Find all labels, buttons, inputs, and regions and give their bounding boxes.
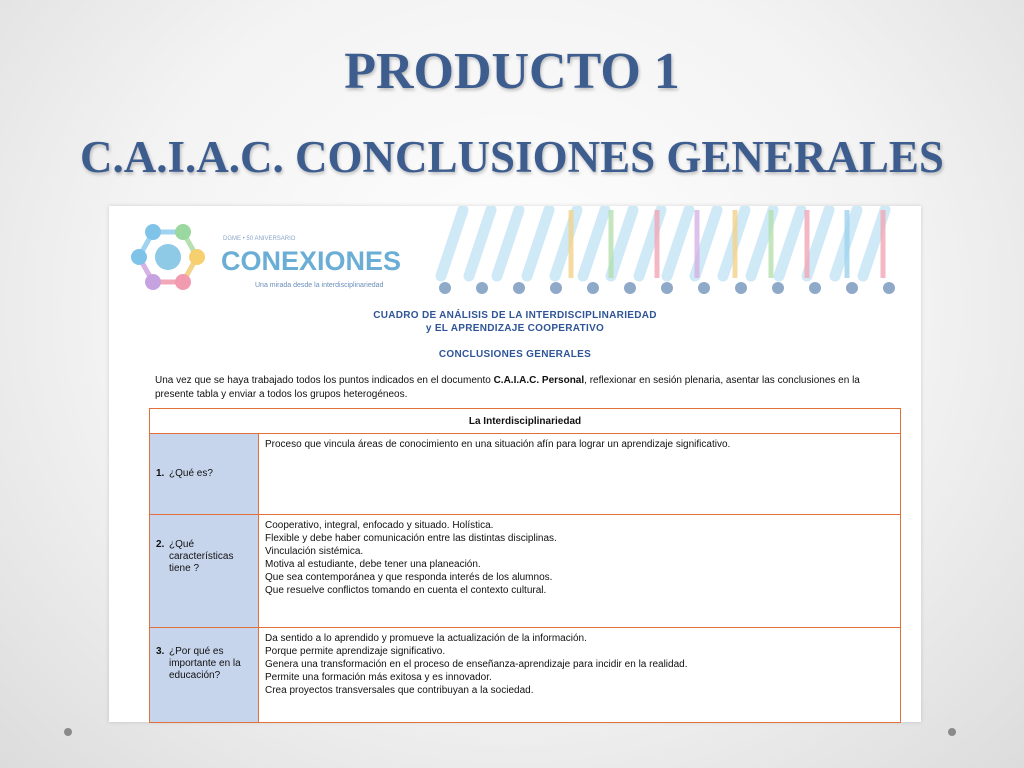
table-row [150, 434, 901, 515]
answer-line: Da sentido a lo aprendido y promueve la actualización de la información. [265, 633, 587, 644]
question-text: ¿Por qué es importante en la educación? [169, 646, 241, 681]
question-number: 3. [156, 646, 165, 657]
document-image [109, 206, 921, 722]
table-header-row [150, 409, 901, 434]
intro-text-end: , reflexionar en sesión plenaria, asentar las conclusiones en la presente tabla y enviar a todos los grupos heterogéneos. [155, 375, 860, 400]
logo-tagline: Una mirada desde la interdisciplinariedad [255, 282, 384, 289]
question-cell [150, 434, 259, 515]
answer-line: Permite una formación más exitosa y es innovador. [265, 672, 492, 683]
decorative-stripes [435, 206, 905, 302]
slide-corner-dot [948, 728, 956, 736]
document-header-line1: CUADRO DE ANÁLISIS DE LA INTERDISCIPLINARIEDAD [373, 310, 657, 321]
answer-line: Vinculación sistémica. [265, 546, 364, 557]
answer-line: Porque permite aprendizaje significativo. [265, 646, 446, 657]
logo-tagline-top: DGME • 50 ANIVERSARIO [223, 236, 296, 242]
question-text: ¿Qué características tiene ? [169, 539, 234, 574]
answer-cell [259, 628, 901, 723]
intro-bold-text: C.A.I.A.C. Personal [493, 375, 585, 386]
question-text: ¿Qué es? [169, 468, 213, 479]
instructions-paragraph [155, 374, 875, 402]
table-header: La Interdisciplinariedad [150, 409, 901, 434]
answer-line: Motiva al estudiante, debe tener una planeación. [265, 559, 481, 570]
slide-subtitle: C.A.I.A.C. CONCLUSIONES GENERALES [80, 132, 944, 182]
table-row [150, 628, 901, 723]
question-cell [150, 515, 259, 628]
conexiones-logo [127, 212, 407, 302]
answer-line: Genera una transformación en el proceso de enseñanza-aprendizaje para incidir en la realidad. [265, 659, 688, 670]
conclusions-table [149, 408, 901, 723]
answer-cell [259, 434, 901, 515]
molecule-icon [131, 224, 205, 290]
answer-line: Cooperativo, integral, enfocado y situado. Holística. [265, 520, 494, 531]
answer-line: Crea proyectos transversales que contribuyan a la sociedad. [265, 685, 534, 696]
answer-line: Que sea contemporánea y que responda interés de los alumnos. [265, 572, 553, 583]
section-title: CONCLUSIONES GENERALES [438, 349, 592, 360]
intro-text: Una vez que se haya trabajado todos los puntos indicados en el documento [155, 375, 494, 386]
logo-name: CONEXIONES [221, 246, 402, 276]
slide-title: PRODUCTO 1 [344, 43, 680, 100]
answer-line: Proceso que vincula áreas de conocimiento en una situación afín para lograr un aprendizaje significativo. [265, 439, 731, 450]
question-number: 2. [156, 539, 165, 550]
question-number: 1. [156, 468, 165, 479]
table-row [150, 515, 901, 628]
document-header-line2: y EL APRENDIZAJE COOPERATIVO [425, 323, 605, 334]
answer-line: Que resuelve conflictos tomando en cuenta el contexto cultural. [265, 585, 547, 596]
answer-line: Flexible y debe haber comunicación entre las distintas disciplinas. [265, 533, 557, 544]
answer-cell [259, 515, 901, 628]
slide-corner-dot [64, 728, 72, 736]
question-cell [150, 628, 259, 723]
